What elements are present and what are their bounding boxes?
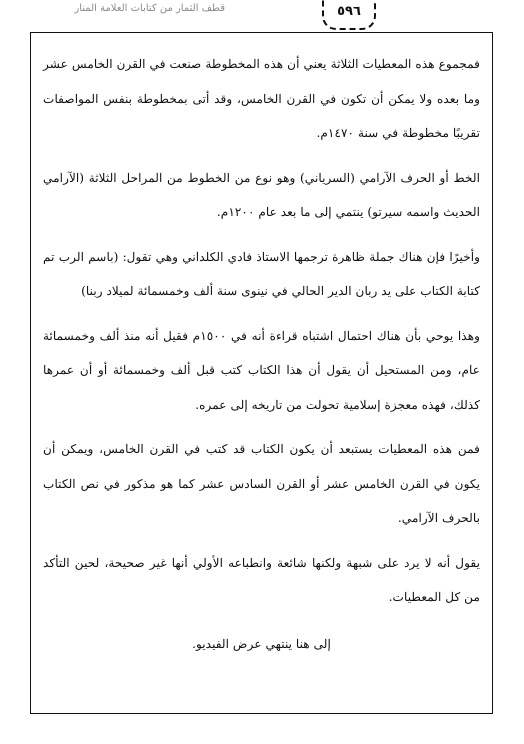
paragraph-5: فمن هذه المعطيات يستبعد أن يكون الكتاب قد كتب في القرن الخامس، ويمكن أن يكون في القرن الخامس عشر أو القرن السادس عشر كما هو مذكور في نص الكتاب بالحرف الآرامي. bbox=[43, 442, 480, 525]
closing-line: إلى هنا ينتهي عرض الفيديو. bbox=[192, 636, 331, 651]
paragraph-6: يقول أنه لا يرد على شبهة ولكنها شائعة وانطباعه الأولي أنها غير صحيحة، لحين التأكد من كل المعطيات. bbox=[43, 555, 480, 604]
paragraph-2: الخط أو الحرف الآرامي (السرياني) وهو نوع من الخطوط من المراحل الثلاثة (الآرامي الحديث واسمه سيرتو) ينتمي إلى ما بعد عام ١٢٠٠م. bbox=[43, 170, 480, 219]
book-title: قطف الثمار من كتابات العلامة المنار bbox=[74, 3, 225, 14]
page-body bbox=[43, 47, 480, 671]
content-frame bbox=[30, 32, 493, 714]
paragraph-3: وأخيرًا فإن هناك جملة ظاهرة ترجمها الاستاذ فادي الكلداني وهي تقول: (باسم الرب تم كتابة الكتاب على يد ربان الدير الحالي في نينوى سنة ألف وخمسمائة لميلاد ربنا) bbox=[43, 249, 480, 298]
page-number: ٥٩٦ bbox=[322, 0, 376, 30]
paragraph-4: وهذا يوحي بأن هناك احتمال اشتباه قراءة أنه في ١٥٠٠م فقيل أنه منذ ألف وخمسمائة عام، ومن المستحيل أن يقول أن هذا الكتاب كتب قبل ألف وخمسمائة أو أن عمرها كذلك، فهذه معجزة إسلامية تحولت من تاريخه إلى عمره. bbox=[43, 328, 481, 412]
paragraph-1: فمجموع هذه المعطيات الثلاثة يعني أن هذه المخطوطة صنعت في القرن الخامس عشر وما بعده ولا يمكن أن تكون في القرن الخامس، وقد أتى بمخطوطة بنفس المواصفات تقريبًا مخطوطة في سنة ١٤٧٠م. bbox=[43, 57, 480, 140]
